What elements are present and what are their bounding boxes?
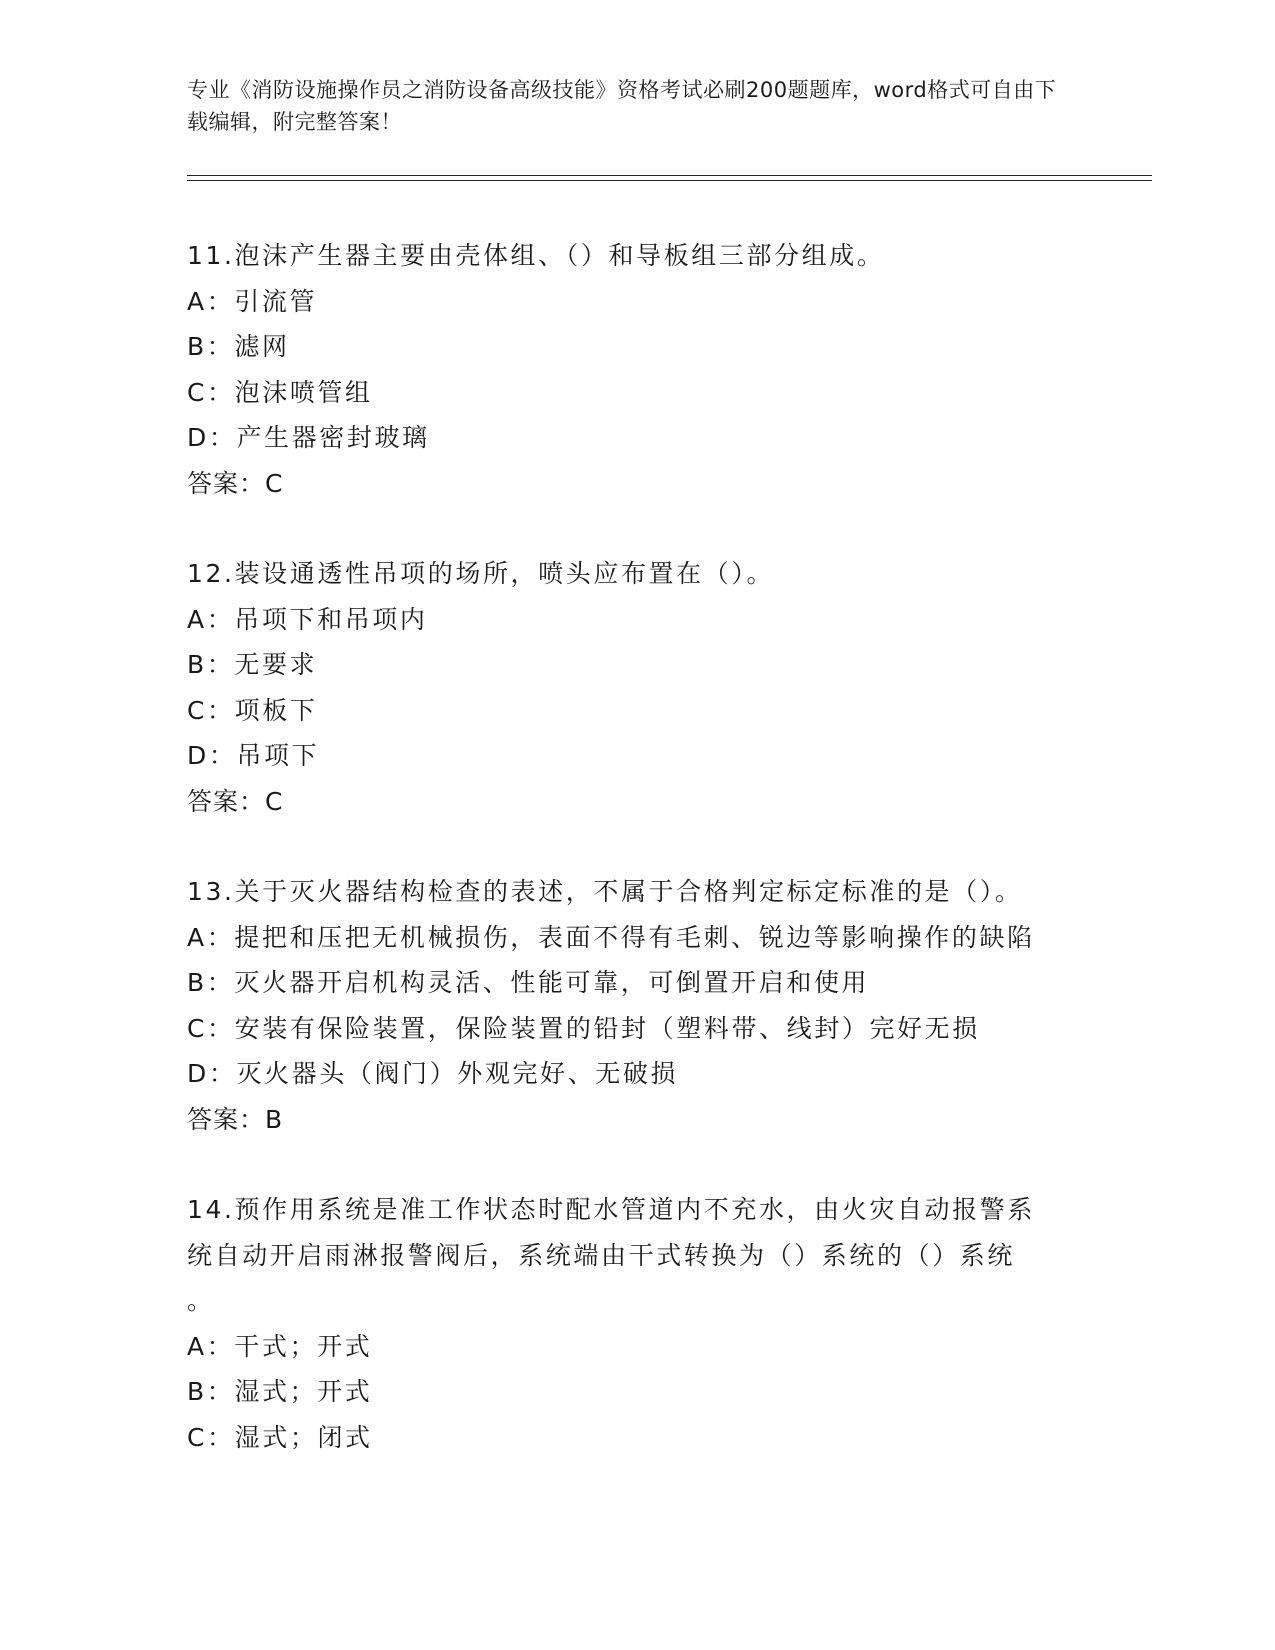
option-c: C：安装有保险装置，保险装置的铅封（塑料带、线封）完好无损 — [187, 1013, 980, 1043]
option-a: A：引流管 — [187, 286, 318, 316]
option-b: B：灭火器开启机构灵活、性能可靠，可倒置开启和使用 — [187, 968, 870, 997]
option-b: B：滤网 — [187, 332, 290, 361]
option-b: B：无要求 — [187, 650, 318, 679]
option-c: C：项板下 — [187, 695, 318, 725]
option-d: D：产生器密封玻璃 — [187, 423, 430, 452]
option-a: A：提把和压把无机械损伤，表面不得有毛刺、锐边等影响操作的缺陷 — [187, 922, 1035, 952]
header-divider-top — [187, 175, 1152, 176]
answer: 答案：C — [187, 786, 284, 816]
option-a: A：吊项下和吊项内 — [187, 604, 428, 634]
option-c: C：泡沫喷管组 — [187, 377, 373, 407]
question-12 — [187, 551, 1077, 824]
question-stem: 11.泡沫产生器主要由壳体组、（）和导板组三部分组成。 — [187, 241, 885, 270]
option-d: D：吊项下 — [187, 741, 320, 770]
question-11 — [187, 233, 1077, 506]
document-header — [187, 74, 1067, 138]
option-b: B：湿式；开式 — [187, 1377, 373, 1406]
answer: 答案：B — [187, 1104, 284, 1134]
question-stem: 13.关于灭火器结构检查的表述，不属于合格判定标定标准的是（）。 — [187, 877, 1023, 906]
question-stem: 12.装设通透性吊项的场所，喷头应布置在（）。 — [187, 559, 775, 588]
question-stem-line-1: 14.预作用系统是准工作状态时配水管道内不充水，由火灾自动报警系 — [187, 1195, 1035, 1224]
header-divider-bottom — [187, 180, 1152, 181]
question-stem-line-2: 统自动开启雨淋报警阀后，系统端由干式转换为（）系统的（）系统 — [187, 1240, 1016, 1270]
answer: 答案：C — [187, 468, 284, 498]
option-a: A：干式；开式 — [187, 1331, 373, 1361]
option-d: D：灭火器头（阀门）外观完好、无破损 — [187, 1059, 679, 1088]
header-title: 专业《消防设施操作员之消防设备高级技能》资格考试必刷200题题库，word格式可自由下载编辑，附完整答案！ — [187, 78, 1057, 134]
question-13 — [187, 869, 1077, 1142]
question-14 — [187, 1187, 1077, 1460]
option-c: C：湿式；闭式 — [187, 1422, 373, 1452]
question-stem-line-3: 。 — [187, 1286, 215, 1315]
